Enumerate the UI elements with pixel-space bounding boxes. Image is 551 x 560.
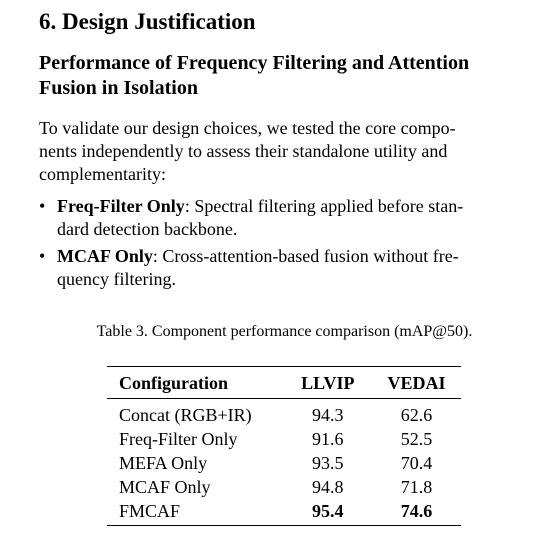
bullet-line-2: quency filtering. [57, 269, 176, 289]
bullet-line-1 [39, 195, 531, 218]
cell-vedai: 62.6 [400, 405, 433, 425]
bullet-mcaf [39, 245, 531, 291]
subsection-title-line-1: Performance of Frequency Filtering and Attention [39, 52, 470, 74]
table-row-best [107, 499, 461, 526]
cell-llvip: 91.6 [312, 429, 344, 449]
table-row [107, 475, 461, 499]
component-performance-table [107, 366, 461, 526]
bullet-freq-filter [39, 195, 531, 241]
cell-llvip: 93.5 [312, 453, 344, 473]
bullet-line-2: dard detection backbone. [57, 219, 238, 239]
intro-line-2: nents independently to assess their standalone utility and [39, 141, 448, 161]
bullet-text: : Cross-attention-based fusion without fre- [152, 246, 459, 266]
header-configuration: Configuration [107, 367, 284, 399]
bullet-text: : Spectral filtering applied before stan- [184, 196, 464, 216]
cell-config: MEFA Only [119, 453, 208, 473]
cell-llvip: 94.8 [312, 477, 344, 497]
cell-vedai: 70.4 [400, 453, 433, 473]
table-row [107, 399, 461, 428]
cell-vedai-best: 74.6 [400, 501, 433, 521]
cell-vedai: 52.5 [400, 429, 433, 449]
subsection-title-line-2: Fusion in Isolation [39, 77, 198, 99]
table-caption-text: Table 3. Component performance comparison (mAP@50). [96, 323, 473, 340]
bullet-term: Freq-Filter Only [57, 196, 185, 216]
intro-paragraph [39, 117, 531, 186]
table-row [107, 427, 461, 451]
cell-config: FMCAF [119, 501, 181, 521]
cell-config: Freq-Filter Only [119, 429, 238, 449]
cell-config: MCAF Only [119, 477, 211, 497]
cell-llvip: 94.3 [312, 405, 344, 425]
cell-llvip-best: 95.4 [312, 501, 344, 521]
header-vedai: VEDAI [372, 367, 461, 399]
table-row [107, 451, 461, 475]
table-header-row [107, 367, 461, 399]
section-title: 6. Design Justification [39, 9, 256, 34]
bullet-dot: • [39, 196, 46, 216]
header-llvip: LLVIP [284, 367, 373, 399]
bullet-line-1 [39, 245, 531, 268]
intro-line-3: complementarity: [39, 164, 166, 184]
cell-config: Concat (RGB+IR) [119, 405, 252, 425]
subsection-title [39, 51, 534, 101]
intro-line-1: To validate our design choices, we tested the core compo- [39, 118, 456, 138]
table-caption [0, 322, 551, 342]
bullet-dot: • [39, 246, 46, 266]
cell-vedai: 71.8 [400, 477, 433, 497]
bullet-term: MCAF Only [57, 246, 153, 266]
